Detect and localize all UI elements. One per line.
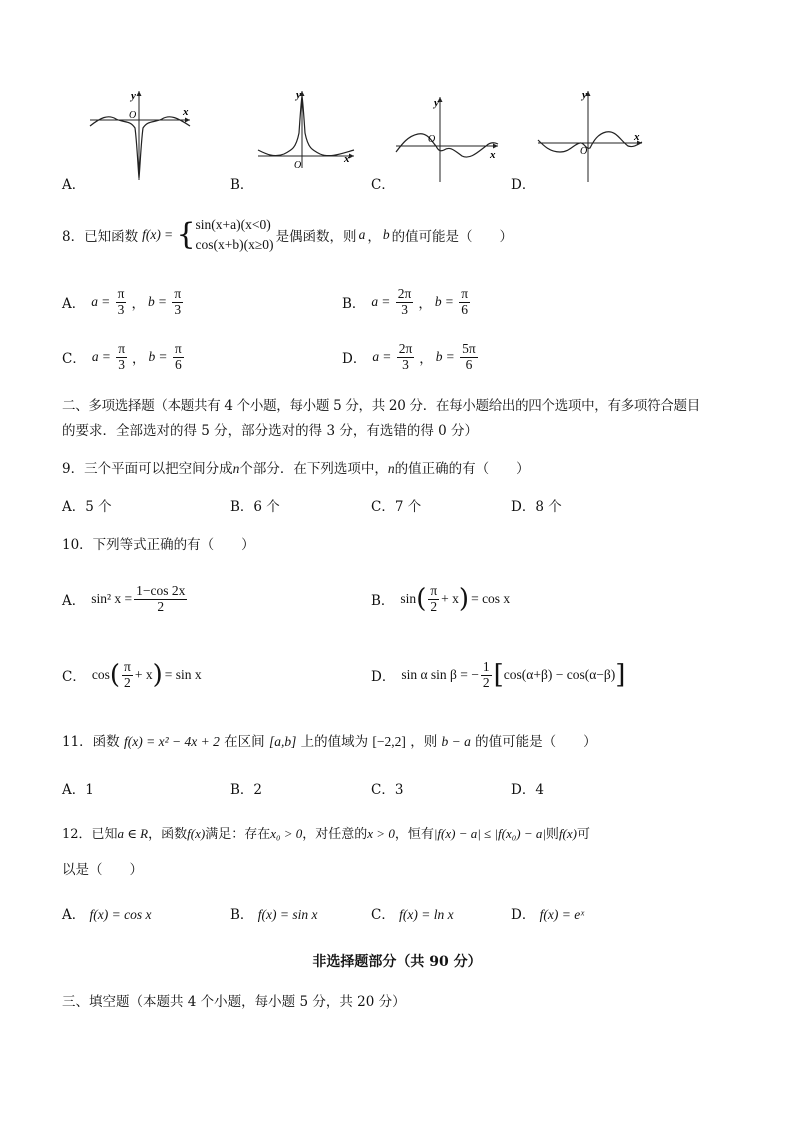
q12-option-c[interactable] xyxy=(371,903,454,923)
q10-option-c[interactable]: C． cos ( $\frac{\pi}{2}$ + x ) = sin x xyxy=(62,658,202,690)
q11-option-a[interactable]: A．1 xyxy=(62,782,94,798)
q8-c-a-num: π xyxy=(118,340,126,356)
q8-a-b-num: π xyxy=(174,285,182,301)
graph-a-y-label: y xyxy=(131,90,136,102)
q11-text-c: 上的值域为 xyxy=(300,734,369,750)
section3-heading: 三、填空题（本题共 4 个小题，每小题 5 分，共 20 分） xyxy=(62,994,406,1010)
q12-a-expr: f(x) = cos x xyxy=(89,907,152,922)
q10-a-label: A． xyxy=(62,593,86,609)
q10-stem: 10．下列等式正确的有（ ） xyxy=(62,537,255,553)
q12-d-label: D． xyxy=(511,907,536,923)
q12-text-a: 12．已知 xyxy=(62,827,118,842)
q9-stem xyxy=(62,457,530,477)
q8-b-b-num: π xyxy=(461,285,469,301)
q10-d-lhs: sin α sin β = − xyxy=(401,667,479,682)
q9-option-b[interactable]: B．6 个 xyxy=(230,499,280,515)
graph-a xyxy=(86,88,196,183)
q8-a-a-den: 3 xyxy=(117,301,125,317)
graph-d-curve xyxy=(538,132,642,152)
q11-range: [−2,2] xyxy=(372,734,406,749)
q8-intro: 已知函数 xyxy=(84,229,139,245)
q9-text-a: 9．三个平面可以把空间分成 xyxy=(62,461,233,477)
q10-c-num: π xyxy=(124,658,131,674)
q8-d-a-num: 2π xyxy=(398,340,413,356)
q10-c-rest: + x xyxy=(134,667,153,682)
q8-case1: sin(x+a)(x<0) xyxy=(195,216,271,232)
q12-b-expr: f(x) = sin x xyxy=(257,907,318,922)
graph-c xyxy=(394,94,504,184)
q8-a-b-den: 3 xyxy=(174,301,182,317)
q9-option-d[interactable]: D．8 个 xyxy=(511,499,562,515)
q11-option-b[interactable]: B．2 xyxy=(230,782,263,798)
q12-c-label: C． xyxy=(371,907,395,923)
q10-c-fn: cos xyxy=(91,667,110,682)
q9-option-c[interactable]: C．7 个 xyxy=(371,499,422,515)
q12-b-label: B． xyxy=(230,907,254,923)
graph-b-y-label: y xyxy=(296,89,301,101)
q11-interval: [a,b] xyxy=(268,734,297,749)
q12-ineq: |f(x) − a| ≤ |f(x₀) − a| xyxy=(433,826,546,841)
q8-d-b-num: 5π xyxy=(462,340,476,356)
q12-cond2: x₀ > 0 xyxy=(270,826,303,841)
q12-c-expr: f(x) = ln x xyxy=(399,907,454,922)
graph-b-curve xyxy=(258,96,354,156)
q8-func: f(x) xyxy=(142,227,161,242)
q10-a-num: 1−cos 2x xyxy=(136,582,186,598)
graph-a-origin: O xyxy=(129,110,137,121)
q12-option-d[interactable] xyxy=(511,903,584,923)
q12-stem-line1 xyxy=(62,823,590,842)
q9-var-n2: n xyxy=(387,461,395,476)
graph-a-x-label: x xyxy=(183,106,189,118)
q11-text-b: 在区间 xyxy=(224,734,265,750)
q10-d-num: 1 xyxy=(482,658,490,674)
q8-b-b-den: 6 xyxy=(461,301,469,317)
q8-b-a-den: 3 xyxy=(401,301,408,317)
q8-brace: { xyxy=(176,217,196,252)
q9-text-c: 的值正确的有（ ） xyxy=(394,461,530,477)
q11-diff: b − a xyxy=(441,734,471,749)
q11-text-d: ，则 xyxy=(410,734,438,750)
graph-c-y-label: y xyxy=(434,97,439,109)
q9-text-b: 个部分．在下列选项中， xyxy=(239,461,388,477)
graph-c-x-label: x xyxy=(490,149,496,161)
q10-c-rhs: = sin x xyxy=(164,667,202,682)
q10-b-rest: + x xyxy=(441,591,459,606)
q12-text-f: 则 xyxy=(545,827,559,842)
nonselect-heading: 非选择题部分（共 90 分） xyxy=(312,954,482,970)
q8-stem: 8． 已知函数 f(x) = { sin(x+a)(x<0) cos(x+b)(x≥0) 是偶函数，则 a ， b 的值可能是（ ） xyxy=(62,210,513,260)
q10-a-den: 2 xyxy=(157,598,165,614)
q11-option-d[interactable]: D．4 xyxy=(511,782,544,798)
q10-d-label: D． xyxy=(371,669,396,685)
q10-d-den: 2 xyxy=(482,674,490,690)
q12-option-a[interactable] xyxy=(62,903,152,923)
q8-option-b[interactable]: B． a = $\frac{2\pi}{3}$ ， b = $\frac{\pi}{6}$ xyxy=(342,285,469,317)
q10-option-d[interactable]: D． sin α sin β = − $\frac{1}{2}$ [ cos(α+β) − cos(α−β) ] xyxy=(371,658,626,690)
q8-cases xyxy=(196,215,274,256)
q11-text-e: 的值可能是（ ） xyxy=(475,734,597,750)
q8-option-d-label: D． xyxy=(342,351,367,367)
q11-option-c[interactable]: C．3 xyxy=(371,782,404,798)
q12-text-g: 可 xyxy=(576,827,590,842)
q12-fx2: f(x) xyxy=(558,826,577,841)
q8-b-a-num: 2π xyxy=(397,285,412,301)
q9-option-a[interactable]: A．5 个 xyxy=(62,499,112,515)
q8-var-a: a xyxy=(358,227,366,242)
q10-b-num: π xyxy=(430,582,438,598)
q10-d-inner: cos(α+β) − cos(α−β) xyxy=(503,667,616,682)
q12-stem-line2: 以是（ ） xyxy=(62,862,143,878)
q8-a-a-num: π xyxy=(117,285,125,301)
q8-c-b-den: 6 xyxy=(174,356,182,372)
graph-d-y-label: y xyxy=(582,89,587,101)
q12-cond3: x > 0 xyxy=(367,826,395,841)
section2-line1: 二、多项选择题（本题共有 4 个小题，每小题 5 分，共 20 分．在每小题给出的四个选项中，有多项符合题目 xyxy=(62,398,700,414)
graph-b xyxy=(254,88,359,178)
q8-case2: cos(x+b)(x≥0) xyxy=(195,237,274,252)
q10-a-lhs: sin² x = xyxy=(91,591,133,606)
q10-option-b[interactable]: B． sin ( $\frac{\pi}{2}$ + x ) = cos x xyxy=(371,582,511,614)
q8-tail: 是偶函数，则 xyxy=(275,229,357,245)
q12-a-label: A． xyxy=(62,907,86,923)
q10-c-label: C． xyxy=(62,669,86,685)
graph-c-origin: O xyxy=(428,134,436,145)
q8-option-d[interactable]: D． a = $\frac{2\pi}{3}$ ， b = $\frac{5\pi}{6}$ xyxy=(342,340,476,372)
q8-option-b-label: B． xyxy=(342,296,366,312)
q8-c-b-num: π xyxy=(174,340,182,356)
section2-line2: 的要求．全部选对的得 5 分，部分选对的得 3 分，有选错的得 0 分） xyxy=(62,423,479,439)
q11-stem xyxy=(62,730,597,750)
q11-text-a: 11．函数 xyxy=(62,734,120,750)
q10-b-label: B． xyxy=(371,593,395,609)
graph-d-x-label: x xyxy=(634,131,640,143)
q12-option-b[interactable] xyxy=(230,903,317,923)
graph-d xyxy=(536,88,648,184)
q12-text-d: ，对任意的 xyxy=(302,827,368,842)
graph-a-curve xyxy=(90,117,190,178)
q10-b-den: 2 xyxy=(430,598,438,614)
q10-option-a[interactable] xyxy=(62,578,189,620)
q8-option-a-label: A． xyxy=(62,296,86,312)
q12-text-b: ，函数 xyxy=(148,827,188,842)
q8-option-a[interactable]: A． a = $\frac{\pi}{3}$ ， b = $\frac{\pi}{3}$ xyxy=(62,285,182,317)
q11-expr: f(x) = x² − 4x + 2 xyxy=(123,734,220,749)
q8-c-a-den: 3 xyxy=(118,356,125,372)
q12-d-expr: f(x) = eˣ xyxy=(539,907,585,922)
q8-tail2: 的值可能是（ ） xyxy=(391,229,514,245)
graph-d-origin: O xyxy=(580,146,588,157)
graph-options-row xyxy=(0,80,794,193)
graph-b-x-label: x xyxy=(344,153,350,165)
q8-d-a-den: 3 xyxy=(402,356,409,372)
graph-c-label[interactable]: C． xyxy=(371,177,395,193)
q12-fx: f(x) xyxy=(187,826,206,841)
q9-var-n: n xyxy=(232,461,240,476)
q10-c-den: 2 xyxy=(124,674,131,690)
q8-option-c[interactable]: C． a = $\frac{\pi}{3}$ ， b = $\frac{\pi}{6}$ xyxy=(62,340,182,372)
q8-option-c-label: C． xyxy=(62,351,86,367)
q12-cond1: a ∈ R xyxy=(117,826,149,841)
q8-var-b: b xyxy=(382,227,390,242)
q10-b-fn: sin xyxy=(400,591,417,606)
q8-comma: ， xyxy=(367,229,381,245)
graph-d-label[interactable]: D． xyxy=(511,177,536,193)
q8-d-b-den: 6 xyxy=(465,356,473,372)
q12-text-e: ，恒有 xyxy=(394,827,434,842)
q10-b-rhs: = cos x xyxy=(471,591,511,606)
q8-number: 8． xyxy=(62,229,85,245)
graph-b-origin: O xyxy=(294,160,302,171)
q12-text-c: 满足：存在 xyxy=(205,827,271,842)
graph-c-curve xyxy=(396,134,498,157)
graph-a-label[interactable]: A． xyxy=(62,177,86,193)
graph-b-label[interactable]: B． xyxy=(230,177,254,193)
